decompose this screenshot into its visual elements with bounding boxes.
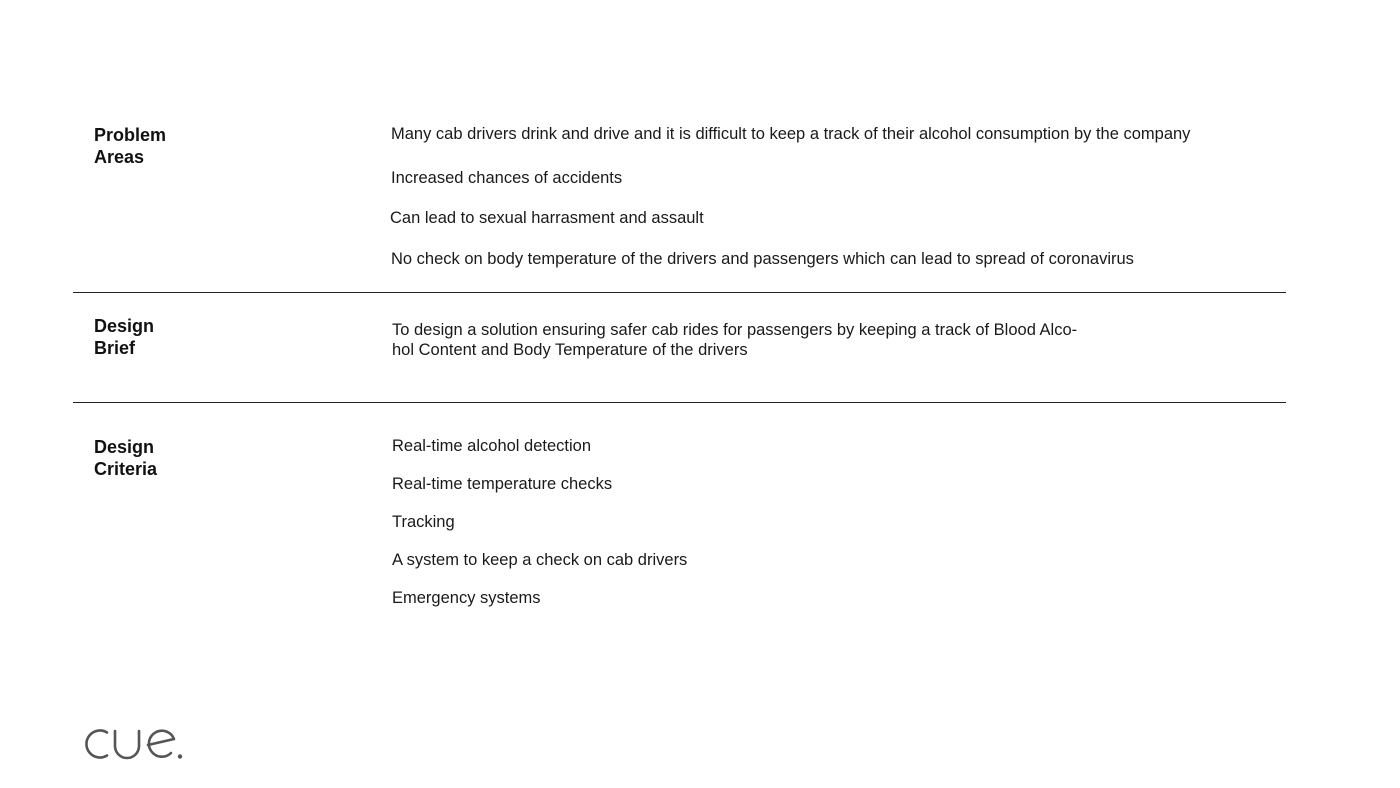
problem-item: No check on body temperature of the drivers and passengers which can lead to spread of coronavirus (391, 250, 1134, 268)
design-brief-heading-line1: Design (94, 316, 155, 336)
cue-logo (78, 718, 186, 766)
problem-item: Many cab drivers drink and drive and it is difficult to keep a track of their alcohol consumption by the company (391, 125, 1191, 143)
design-brief-text-line2: hol Content and Body Temperature of the drivers (392, 341, 748, 359)
design-criteria-heading (94, 436, 157, 480)
problem-item: Increased chances of accidents (391, 169, 623, 187)
criteria-item: Emergency systems (392, 589, 541, 607)
section-divider (73, 292, 1286, 293)
design-brief-heading-line2: Brief (94, 338, 136, 358)
problem-areas-heading-line2: Areas (94, 147, 145, 167)
problem-areas-heading (94, 124, 166, 168)
problem-areas-heading-line1: Problem (94, 125, 167, 145)
section-divider (73, 402, 1286, 403)
criteria-item: Real-time temperature checks (392, 475, 613, 493)
problem-item: Can lead to sexual harrasment and assault (390, 209, 704, 227)
criteria-item: A system to keep a check on cab drivers (392, 551, 688, 569)
criteria-item: Real-time alcohol detection (392, 437, 592, 455)
cue-logo-graphic (78, 718, 186, 766)
design-criteria-heading-line2: Criteria (94, 459, 158, 479)
criteria-item: Tracking (392, 513, 455, 531)
design-brief-text-line1: To design a solution ensuring safer cab rides for passengers by keeping a track of Blood Alco- (392, 321, 1078, 339)
design-criteria-heading-line1: Design (94, 437, 155, 457)
design-brief-text (392, 320, 1152, 360)
design-brief-heading (94, 315, 154, 359)
